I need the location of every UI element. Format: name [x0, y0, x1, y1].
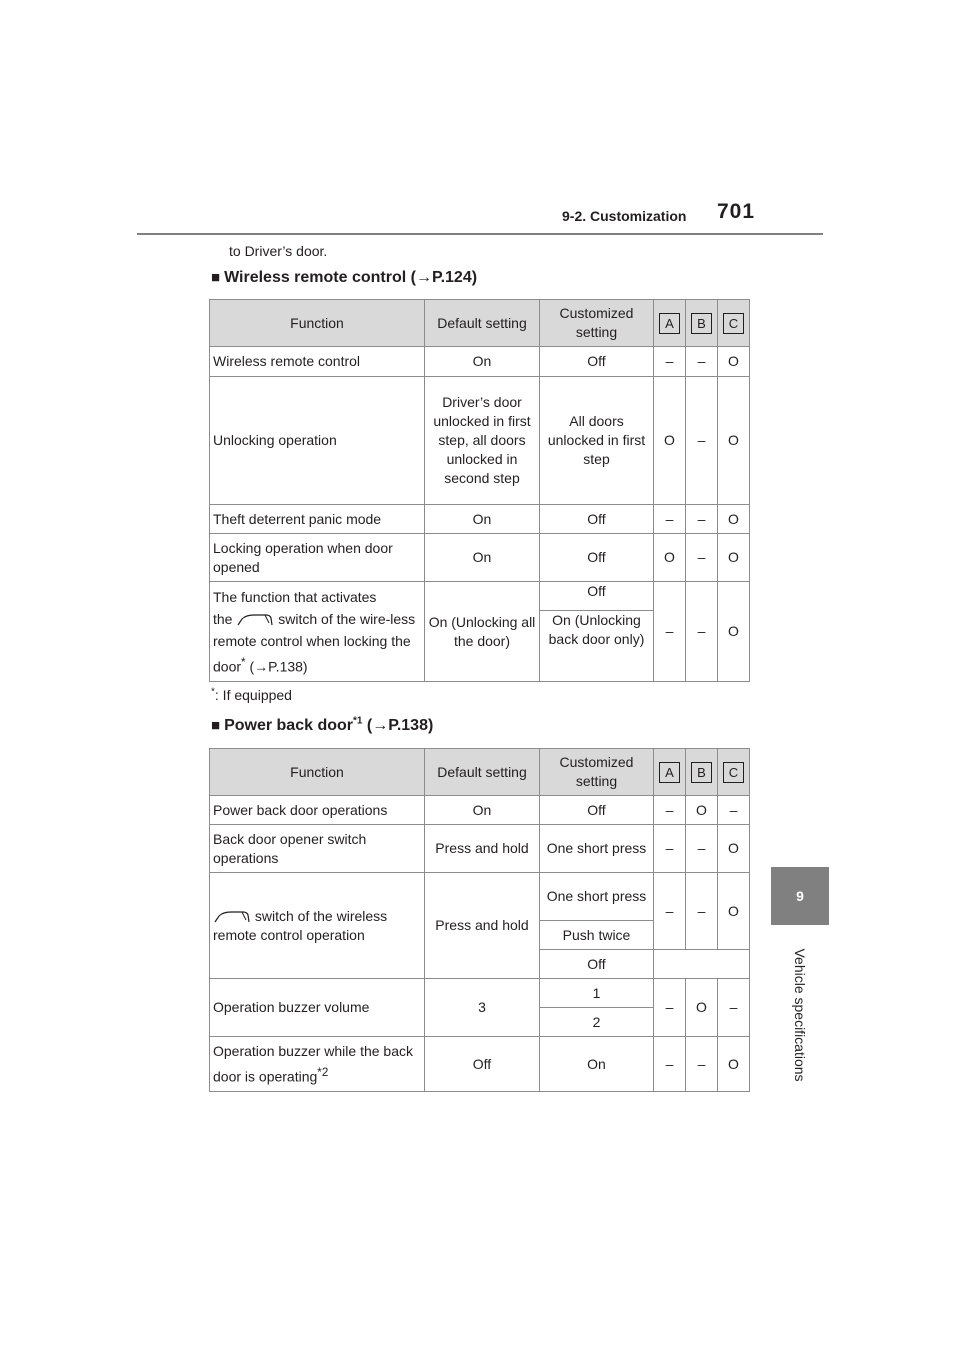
wireless-remote-table [209, 299, 750, 682]
footnote-marker: *1 [352, 715, 363, 727]
ref-open: ( [362, 717, 373, 734]
cell-custom: Off [540, 796, 654, 825]
section-title-text: Wireless remote control ( [224, 269, 416, 286]
cell-custom: Off [540, 347, 654, 377]
cell-function: Back door opener switch operations [210, 825, 425, 873]
cell-custom: Off [540, 534, 654, 582]
back-door-switch-icon [236, 613, 274, 627]
function-post: switch of the wire-less remote control when locking the door [213, 610, 416, 675]
intro-text: to Driver’s door. [229, 243, 328, 259]
arrow-icon: → [372, 717, 389, 734]
cell-b: – [686, 825, 718, 873]
cell-a: O [654, 534, 686, 582]
cell-custom: Off [540, 505, 654, 534]
function-pre: the [213, 610, 233, 627]
cell-custom: On [540, 1037, 654, 1092]
footnote [211, 687, 292, 703]
cell-custom: Push twice [540, 921, 654, 950]
col-a [654, 300, 686, 347]
cell-b: – [686, 505, 718, 534]
cell-b: O [686, 979, 718, 1037]
col-b-label: B [691, 313, 712, 334]
cell-b: – [686, 1037, 718, 1092]
cell-custom: Off [540, 950, 654, 979]
col-customized: Customized setting [540, 300, 654, 347]
arrow-icon: → [415, 269, 432, 286]
cell-c: O [718, 505, 750, 534]
table-row [210, 377, 750, 505]
cell-custom: One short press [540, 825, 654, 873]
cell-c: O [718, 1037, 750, 1092]
footnote-marker: *2 [317, 1066, 329, 1080]
cell-c: O [718, 347, 750, 377]
cell-c: O [718, 377, 750, 505]
cell-c: O [718, 873, 750, 950]
cell-function: Locking operation when door opened [210, 534, 425, 582]
cell-default: 3 [425, 979, 540, 1037]
col-a [654, 749, 686, 796]
cell-c: O [718, 534, 750, 582]
section-bullet: ■ [211, 269, 221, 286]
function-text: Operation buzzer while the back door is operating [213, 1043, 413, 1085]
table-header-row [210, 300, 750, 347]
section-title-text: Power back door [224, 717, 353, 734]
cell-function: Theft deterrent panic mode [210, 505, 425, 534]
col-b-label: B [691, 762, 712, 783]
section-title-power-back-door [211, 717, 433, 735]
cell-c: – [718, 796, 750, 825]
col-a-label: A [659, 313, 680, 334]
section-bullet: ■ [211, 717, 221, 734]
cell-b: O [686, 796, 718, 825]
cell-custom: 1 [540, 979, 654, 1008]
cell-function: Unlocking operation [210, 377, 425, 505]
cell-default: Off [425, 1037, 540, 1092]
col-b [686, 749, 718, 796]
cell-default: On [425, 505, 540, 534]
footnote-text: : If equipped [214, 687, 292, 703]
arrow-icon: → [254, 658, 269, 675]
cell-a: – [654, 979, 686, 1037]
col-default: Default setting [425, 300, 540, 347]
cell-empty [654, 950, 750, 979]
section-title-wireless-remote [211, 269, 477, 287]
cell-a: – [654, 347, 686, 377]
cell-b: – [686, 347, 718, 377]
cell-b: – [686, 534, 718, 582]
cell-function [210, 1037, 425, 1092]
cell-function: Power back door operations [210, 796, 425, 825]
cell-function [210, 873, 425, 979]
table-row [210, 347, 750, 377]
cell-default: Press and hold [425, 873, 540, 979]
footnote-marker: * [241, 655, 246, 669]
cell-function [210, 582, 425, 682]
cell-default: On [425, 347, 540, 377]
table-row [210, 505, 750, 534]
cell-custom: Off [540, 582, 654, 611]
ref-open: ( [249, 658, 255, 675]
cell-custom: All doors unlocked in first step [540, 377, 654, 505]
cell-default: On [425, 796, 540, 825]
table-row [210, 534, 750, 582]
table-row [210, 825, 750, 873]
col-default: Default setting [425, 749, 540, 796]
cell-a: – [654, 1037, 686, 1092]
table-header-row [210, 749, 750, 796]
col-b [686, 300, 718, 347]
power-back-door-table [209, 748, 750, 1092]
col-c [718, 749, 750, 796]
col-customized: Customized setting [540, 749, 654, 796]
cell-default: On (Unlocking all the door) [425, 582, 540, 682]
footnote-marker: * [211, 686, 215, 698]
col-function: Function [210, 749, 425, 796]
header-rule [137, 233, 823, 235]
cell-b: – [686, 582, 718, 682]
cell-a: – [654, 505, 686, 534]
col-a-label: A [659, 762, 680, 783]
chapter-tab[interactable] [771, 867, 829, 925]
cell-custom: One short press [540, 873, 654, 921]
cell-a: – [654, 796, 686, 825]
chapter-number: 9 [796, 888, 804, 904]
cell-b: – [686, 873, 718, 950]
back-door-switch-icon [213, 910, 251, 924]
chapter-title: Vehicle specifications [792, 948, 808, 1082]
cell-a: – [654, 873, 686, 950]
table-row [210, 1037, 750, 1092]
col-c-label: C [723, 313, 744, 334]
page-reference-link[interactable]: P.138) [388, 717, 434, 734]
cell-default: On [425, 534, 540, 582]
cell-function: Wireless remote control [210, 347, 425, 377]
cell-c: O [718, 582, 750, 682]
function-line1: The function that activates [213, 588, 377, 605]
cell-a: – [654, 825, 686, 873]
table-row [210, 979, 750, 1008]
cell-custom: 2 [540, 1008, 654, 1037]
page-number: 701 [717, 200, 756, 223]
cell-c: O [718, 825, 750, 873]
table-row [210, 796, 750, 825]
cell-default: Press and hold [425, 825, 540, 873]
cell-custom: On (Unlocking back door only) [540, 611, 654, 682]
cell-c: – [718, 979, 750, 1037]
page-reference-link[interactable]: P.138) [268, 658, 308, 675]
cell-function: Operation buzzer volume [210, 979, 425, 1037]
cell-a: O [654, 377, 686, 505]
col-c [718, 300, 750, 347]
table-row [210, 582, 750, 611]
cell-default: Driver’s door unlocked in first step, all doors unlocked in second step [425, 377, 540, 505]
running-header-section: 9-2. Customization [562, 208, 687, 224]
table-row [210, 873, 750, 921]
col-function: Function [210, 300, 425, 347]
page-reference-link[interactable]: P.124) [431, 269, 478, 286]
col-c-label: C [723, 762, 744, 783]
function-text: switch of the wireless remote control operation [213, 907, 388, 943]
cell-b: – [686, 377, 718, 505]
cell-a: – [654, 582, 686, 682]
